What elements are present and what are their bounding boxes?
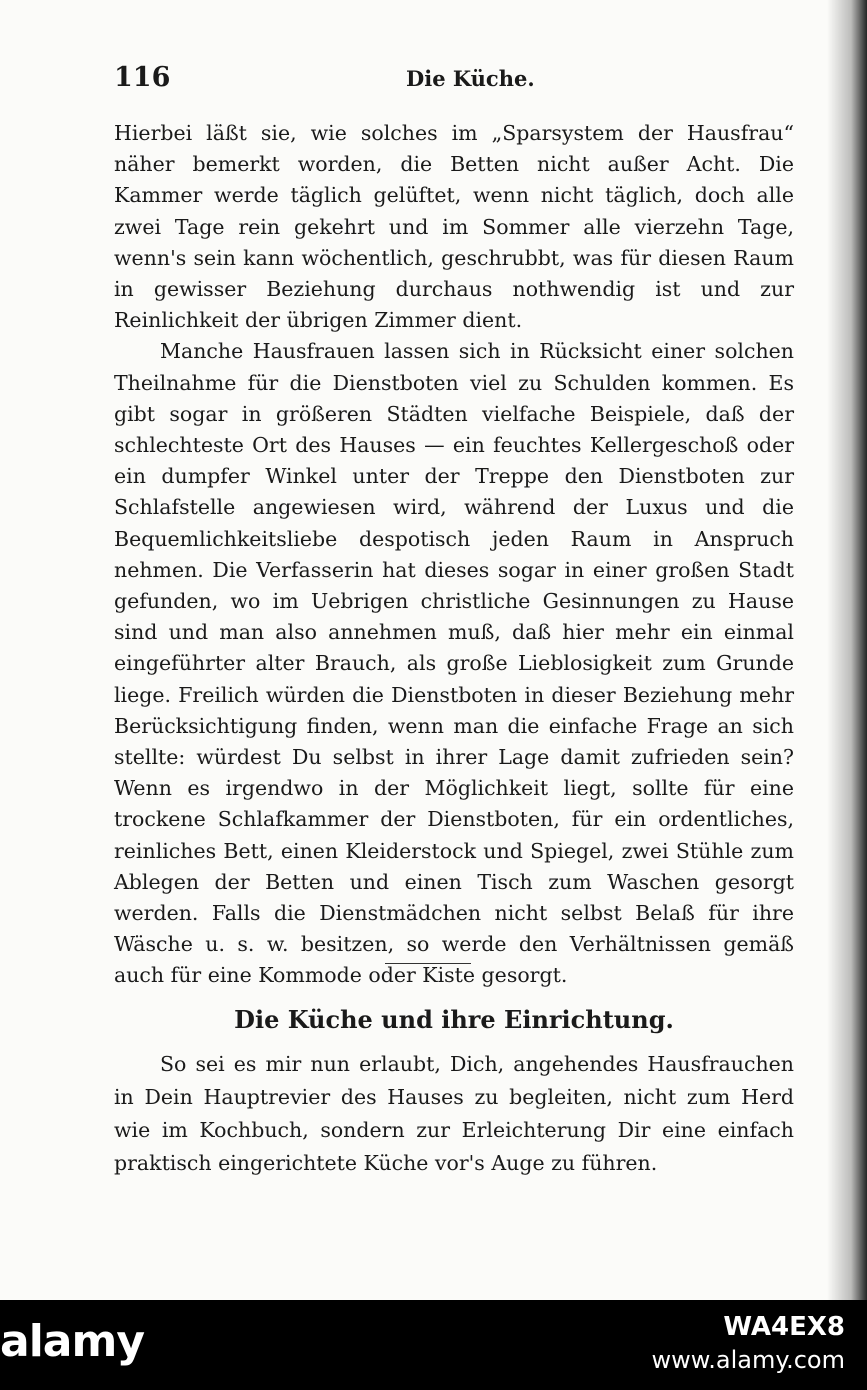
- watermark-logo: alamy: [0, 1316, 144, 1367]
- watermark-url: www.alamy.com: [651, 1346, 845, 1374]
- body-text: [114, 118, 794, 992]
- paragraph-2: Manche Hausfrauen lassen sich in Rücksicht einer solchen Theilnahme für die Dienstboten viel zu Schulden kommen. Es gibt sogar in größeren Städten vielfache Beispiele, daß der schlechteste Ort des Hauses — ein feuchtes Kellergeschoß oder ein dumpfer Winkel unter der Treppe den Dienstboten zur Schlafstelle angewiesen wird, während der Luxus und die Bequemlichkeitsliebe despotisch jeden Raum in Anspruch nehmen. Die Verfasserin hat dieses sogar in einer großen Stadt gefunden, wo im Uebrigen christliche Gesinnungen zu Hause sind und man also annehmen muß, daß hier mehr ein einmal eingeführter alter Brauch, als große Lieblosigkeit zum Grunde liege. Freilich würden die Dienstboten in dieser Beziehung mehr Berücksichtigung finden, wenn man die einfache Frage an sich stellte: würdest Du selbst in ihrer Lage damit zufrieden sein? Wenn es irgendwo in der Möglichkeit liegt, sollte für eine trockene Schlafkammer der Dienstboten, für ein ordentliches, reinliches Bett, einen Kleiderstock und Spiegel, zwei Stühle zum Ablegen der Betten und einen Tisch zum Waschen gesorgt werden. Falls die Dienstmädchen nicht selbst Belaß für ihre Wäsche u. s. w. besitzen, so werde den Verhältnissen gemäß auch für eine Kommode oder Kiste gesorgt.: [114, 339, 794, 988]
- page-header: [114, 62, 794, 102]
- paragraph-1: Hierbei läßt sie, wie solches im „Sparsystem der Hausfrau“ näher bemerkt worden, die Betten nicht außer Acht. Die Kammer werde täglich gelüftet, wenn nicht täglich, doch alle zwei Tage rein gekehrt und im Sommer alle vierzehn Tage, wenn's sein kann wöchentlich, geschrubbt, was für diesen Raum in gewisser Beziehung durchaus nothwendig ist und zur Reinlichkeit der übrigen Zimmer dient.: [114, 121, 794, 333]
- section-text: [114, 1048, 794, 1180]
- section-heading: Die Küche und ihre Einrichtung.: [234, 1005, 674, 1034]
- page-number: 116: [114, 62, 171, 93]
- running-head: Die Küche.: [406, 66, 535, 91]
- watermark-image-id: WA4EX8: [723, 1312, 845, 1342]
- section-paragraph: So sei es mir nun erlaubt, Dich, angehendes Hausfrauchen in Dein Hauptrevier des Hauses zu begleiten, nicht zum Herd wie im Kochbuch, sondern zur Erleichterung Dir eine einfach praktisch eingerichtete Küche vor's Auge zu führen.: [114, 1052, 794, 1175]
- section-divider: [385, 963, 471, 964]
- page-edge-shadow: [827, 0, 867, 1300]
